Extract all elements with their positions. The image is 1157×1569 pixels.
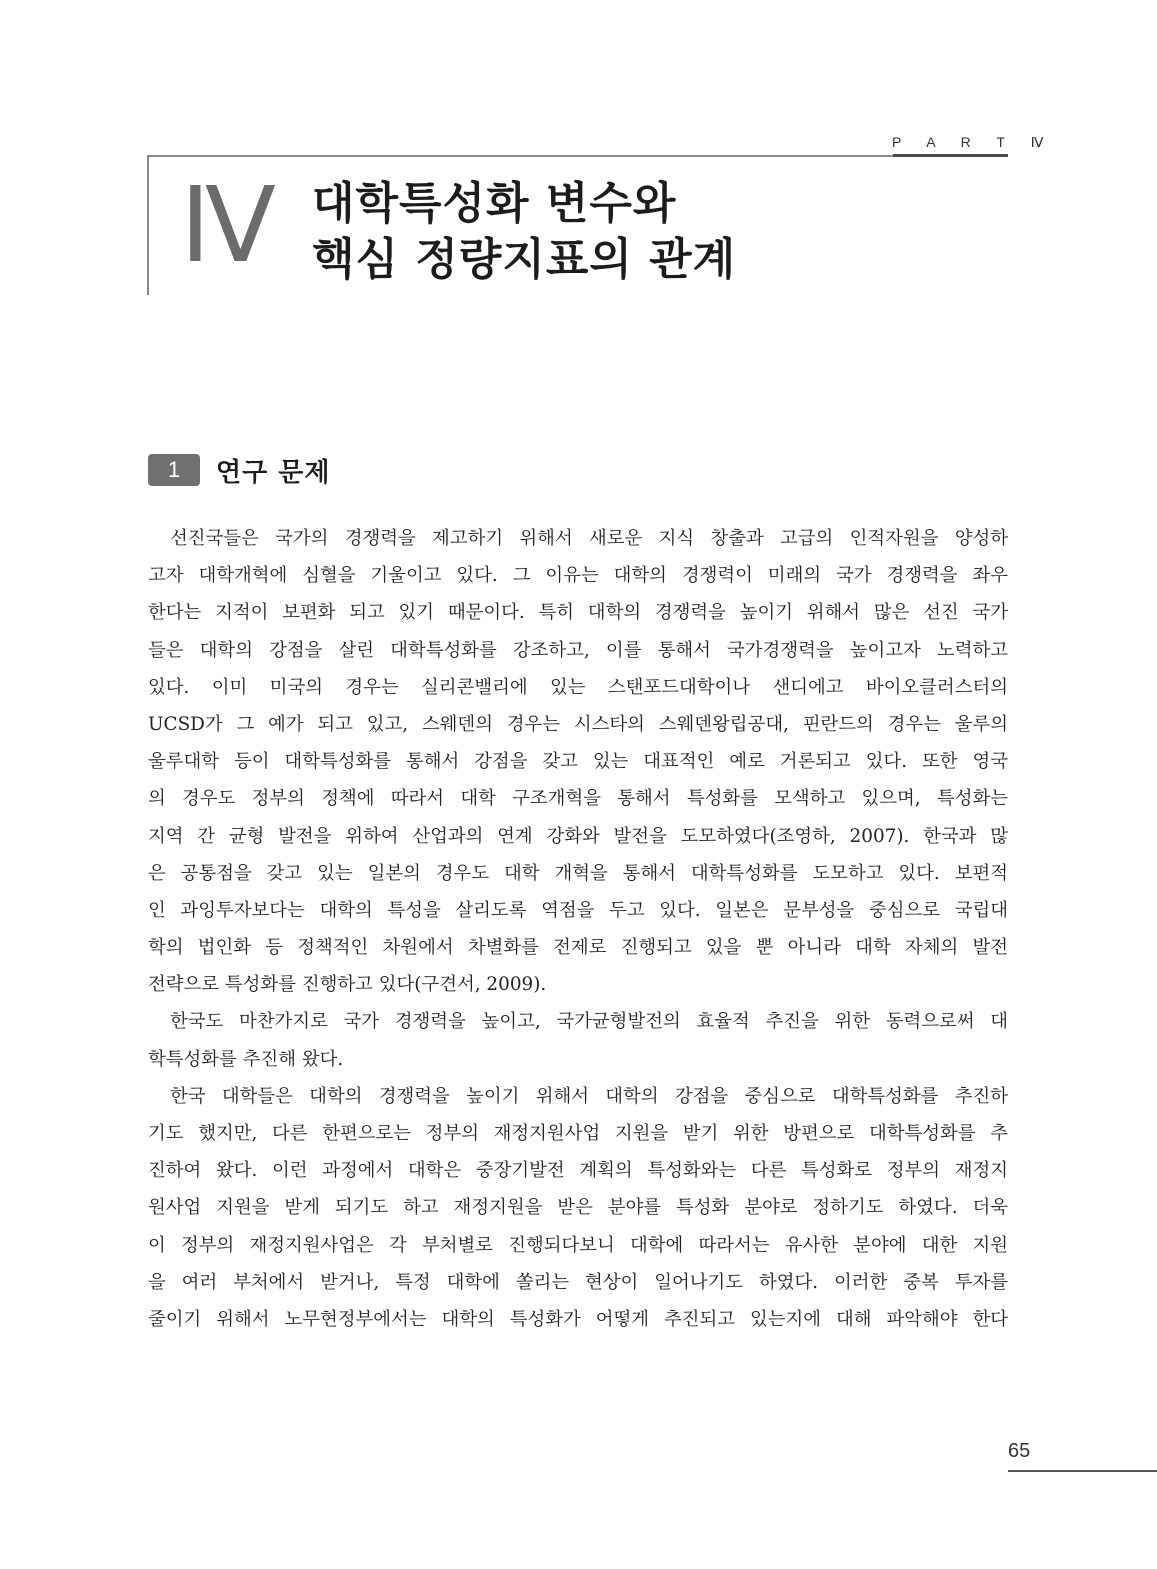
chapter-title-line-2: 핵심 정량지표의 관계 <box>312 234 737 285</box>
body-line: 학특성화를 추진해 왔다. <box>148 1048 344 1070</box>
body-line: 고자 대학개혁에 심혈을 기울이고 있다. 그 이유는 대학의 경쟁력이 미래의 국가 경쟁력을 좌우 <box>148 565 1008 587</box>
body-line: 지역 간 균형 발전을 위하여 산업과의 연계 강화와 발전을 도모하였다(조영하, 2007). 한국과 많 <box>148 825 1008 847</box>
chapter-title <box>312 176 736 288</box>
chapter-title-line-1: 대학특성화 변수와 <box>312 178 677 229</box>
body-line: 있다. 이미 미국의 경우는 실리콘밸리에 있는 스탠포드대학이나 샌디에고 바이오클러스터의 <box>148 676 1008 698</box>
part-label: P A R T Ⅳ <box>892 134 1055 150</box>
part-rule-accent <box>893 154 1008 157</box>
body-line: 은 공통점을 갖고 있는 일본의 경우도 대학 개혁을 통해서 대학특성화를 도모하고 있다. 보편적 <box>148 862 1008 884</box>
body-line: 의 경우도 정부의 정책에 따라서 대학 구조개혁을 통해서 특성화를 모색하고 있으며, 특성화는 <box>148 788 1008 810</box>
body-line: 학의 법인화 등 정책적인 차원에서 차별화를 전제로 진행되고 있을 뿐 아니라 대학 자체의 발전 <box>148 937 1008 959</box>
body-line: 기도 했지만, 다른 한편으로는 정부의 재정지원사업 지원을 받기 위한 방편으로 대학특성화를 추 <box>148 1123 1008 1144</box>
body-line: 한다는 지적이 보편화 되고 있기 때문이다. 특히 대학의 경쟁력을 높이기 위해서 많은 선진 국가 <box>148 602 1008 624</box>
body-line: 을 여러 부처에서 받거나, 특정 대학에 쏠리는 현상이 일어나기도 하였다. 이러한 중복 투자를 <box>148 1271 1008 1293</box>
body-line: 선진국들은 국가의 경쟁력을 제고하기 위해서 새로운 지식 창출과 고급의 인적자원을 양성하 <box>170 528 1008 549</box>
body-line: 들은 대학의 강점을 살린 대학특성화를 강조하고, 이를 통해서 국가경쟁력을 높이고자 노력하고 <box>148 639 1008 661</box>
body-text <box>148 520 1008 1338</box>
chapter-numeral: Ⅳ <box>180 169 274 284</box>
section-heading <box>148 453 331 487</box>
part-rule <box>148 155 1008 157</box>
body-line: UCSD가 그 예가 되고 있고, 스웨덴의 경우는 시스타의 스웨덴왕립공대, 핀란드의 경우는 울루의 <box>148 713 1008 735</box>
footer-rule <box>1008 1470 1157 1472</box>
page-number: 65 <box>1008 1440 1031 1462</box>
section-number-badge: 1 <box>148 454 200 486</box>
body-line: 인 과잉투자보다는 대학의 특성을 살리도록 역점을 두고 있다. 일본은 문부성을 중심으로 국립대 <box>148 899 1008 921</box>
body-line: 이 정부의 재정지원사업은 각 부처별로 진행되다보니 대학에 따라서는 유사한 분야에 대한 지원 <box>148 1234 1008 1256</box>
section-title: 연구 문제 <box>216 457 331 488</box>
body-line: 진하여 왔다. 이런 과정에서 대학은 중장기발전 계획의 특성화와는 다른 특성화로 정부의 재정지 <box>148 1160 1008 1182</box>
chapter-vertical-rule <box>147 155 149 295</box>
body-line: 울루대학 등이 대학특성화를 통해서 강점을 갖고 있는 대표적인 예로 거론되고 있다. 또한 영국 <box>148 751 1008 773</box>
body-line: 한국 대학들은 대학의 경쟁력을 높이기 위해서 대학의 강점을 중심으로 대학특성화를 추진하 <box>170 1085 1008 1107</box>
body-line: 줄이기 위해서 노무현정부에서는 대학의 특성화가 어떻게 추진되고 있는지에 대해 파악해야 한다 <box>148 1308 1008 1330</box>
body-line: 한국도 마찬가지로 국가 경쟁력을 높이고, 국가균형발전의 효율적 추진을 위한 동력으로써 대 <box>170 1011 1008 1033</box>
body-line: 원사업 지원을 받게 되기도 하고 재정지원을 받은 분야를 특성화 분야로 정하기도 하였다. 더욱 <box>148 1197 1008 1219</box>
body-line: 전략으로 특성화를 진행하고 있다(구견서, 2009). <box>148 974 547 996</box>
